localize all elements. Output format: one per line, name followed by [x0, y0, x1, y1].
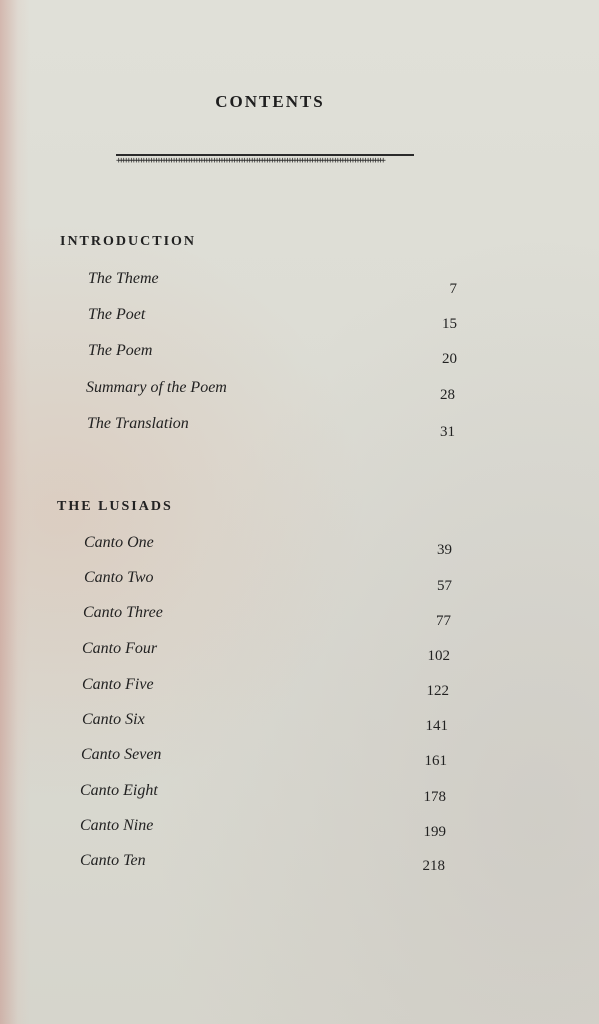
rule-line: [116, 154, 414, 156]
toc-entry-page: 178: [423, 789, 446, 805]
toc-entry-label: Canto One: [84, 534, 154, 551]
toc-entry-page: 39: [437, 542, 452, 558]
toc-entry-label: The Poet: [88, 306, 146, 323]
toc-entry-label: Canto Eight: [80, 782, 158, 799]
ornamental-rule: [116, 152, 414, 170]
toc-entry-page: 161: [424, 753, 447, 769]
toc-entry-label: Summary of the Poem: [86, 379, 227, 396]
toc-entry-label: Canto Three: [83, 604, 163, 621]
toc-entry-page: 31: [440, 424, 455, 440]
toc-entry-page: 20: [442, 351, 457, 367]
toc-entry-page: 77: [436, 613, 451, 629]
section-heading-introduction: INTRODUCTION: [60, 234, 197, 249]
toc-entry-label: Canto Five: [82, 676, 154, 693]
toc-entry-label: The Theme: [88, 270, 159, 287]
toc-entry-page: 199: [423, 824, 446, 840]
toc-entry-page: 141: [425, 718, 448, 734]
toc-entry-page: 102: [427, 648, 450, 664]
toc-entry-page: 218: [422, 858, 445, 874]
toc-entry-label: Canto Seven: [81, 746, 162, 763]
toc-entry-label: Canto Ten: [80, 852, 146, 869]
toc-entry-label: The Poem: [88, 342, 153, 359]
toc-entry-page: 7: [449, 281, 457, 297]
rule-crosses: ++++++++++++++++++++++++++++++++++++++++++++++++++++++++++++++++++++++++++++++++++++++++++++++++++++++++++: [116, 157, 383, 166]
toc-entry-label: Canto Two: [84, 569, 154, 586]
toc-entry-page: 57: [437, 578, 452, 594]
section-heading-lusiads: THE LUSIADS: [57, 499, 173, 514]
toc-entry-page: 122: [426, 683, 449, 699]
contents-title: CONTENTS: [215, 92, 325, 111]
toc-entry-label: Canto Nine: [80, 817, 154, 834]
toc-entry-label: Canto Six: [82, 711, 145, 728]
toc-entry-label: Canto Four: [82, 640, 158, 657]
toc-entry-page: 28: [440, 387, 455, 403]
page-edge-shadow: [0, 0, 30, 1024]
toc-entry-label: The Translation: [87, 415, 189, 432]
toc-entry-page: 15: [442, 316, 457, 332]
